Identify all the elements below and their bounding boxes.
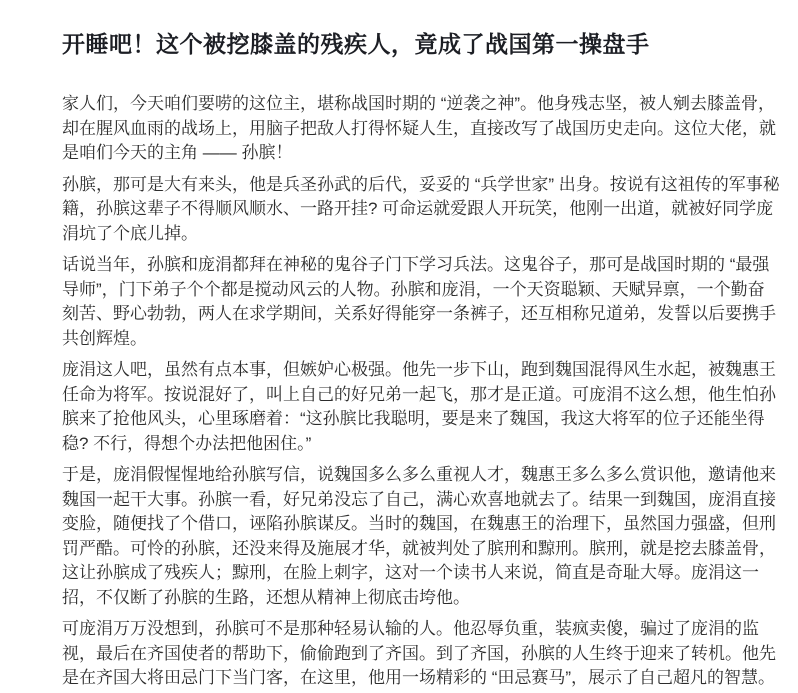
paragraph: 可庞涓万万没想到，孙膑可不是那种轻易认输的人。他忍辱负重，装疯卖傻，骗过了庞涓的监视，最后在齐国使者的帮助下，偷偷跑到了齐国。到了齐国，孙膑的人生终于迎来了转机。他先是在齐国大将田忌门下当门客，在这里，他用一场精彩的 “田忌赛马”，展示了自己超凡的智慧。 xyxy=(62,619,776,687)
page-title: 开睡吧！这个被挖膝盖的残疾人，竟成了战国第一操盘手 xyxy=(62,31,650,57)
paragraph: 话说当年，孙膑和庞涓都拜在神秘的鬼谷子门下学习兵法。这鬼谷子，那可是战国时期的 “最强导师”，门下弟子个个都是搅动风云的人物。孙膑和庞涓，一个天资聪颖、天赋异禀，一个勤奋刻苦、野心勃勃，两人在求学期间，关系好得能穿一条裤子，还互相称兄道弟，发誓以后要携手共创辉煌。 xyxy=(62,255,776,348)
article-body xyxy=(62,92,780,691)
paragraph: 庞涓这人吧，虽然有点本事，但嫉妒心极强。他先一步下山，跑到魏国混得风生水起，被魏惠王任命为将军。按说混好了，叫上自己的好兄弟一起飞，那才是正道。可庞涓不这么想，他生怕孙膑来了抢他风头，心里琢磨着：“这孙膑比我聪明，要是来了魏国，我这大将军的位子还能坐得稳? 不行，得想个办法把他困住。” xyxy=(62,360,776,453)
paragraph: 孙膑，那可是大有来头，他是兵圣孙武的后代，妥妥的 “兵学世家” 出身。按说有这祖传的军事秘籍，孙膑这辈子不得顺风顺水、一路开挂? 可命运就爱跟人开玩笑，他刚一出道，就被好同学庞涓坑了个底儿掉。 xyxy=(62,174,780,243)
paragraph: 家人们，今天咱们要唠的这位主，堪称战国时期的 “逆袭之神”。他身残志坚，被人剜去膝盖骨，却在腥风血雨的战场上，用脑子把敌人打得怀疑人生，直接改写了战国历史走向。这位大佬，就是咱们今天的主角 —— 孙膑！ xyxy=(62,94,776,162)
paragraph: 于是，庞涓假惺惺地给孙膑写信，说魏国多么多么重视人才，魏惠王多么多么赏识他，邀请他来魏国一起干大事。孙膑一看，好兄弟没忘了自己，满心欢喜地就去了。结果一到魏国，庞涓直接变脸，随便找了个借口，诬陷孙膑谋反。当时的魏国，在魏惠王的治理下，虽然国力强盛，但刑罚严酷。可怜的孙膑，还没来得及施展才华，就被判处了膑刑和黥刑。膑刑，就是挖去膝盖骨，这让孙膑成了残疾人；黥刑，在脸上刺字，这对一个读书人来说，简直是奇耻大辱。庞涓这一招，不仅断了孙膑的生路，还想从精神上彻底击垮他。 xyxy=(62,465,776,607)
